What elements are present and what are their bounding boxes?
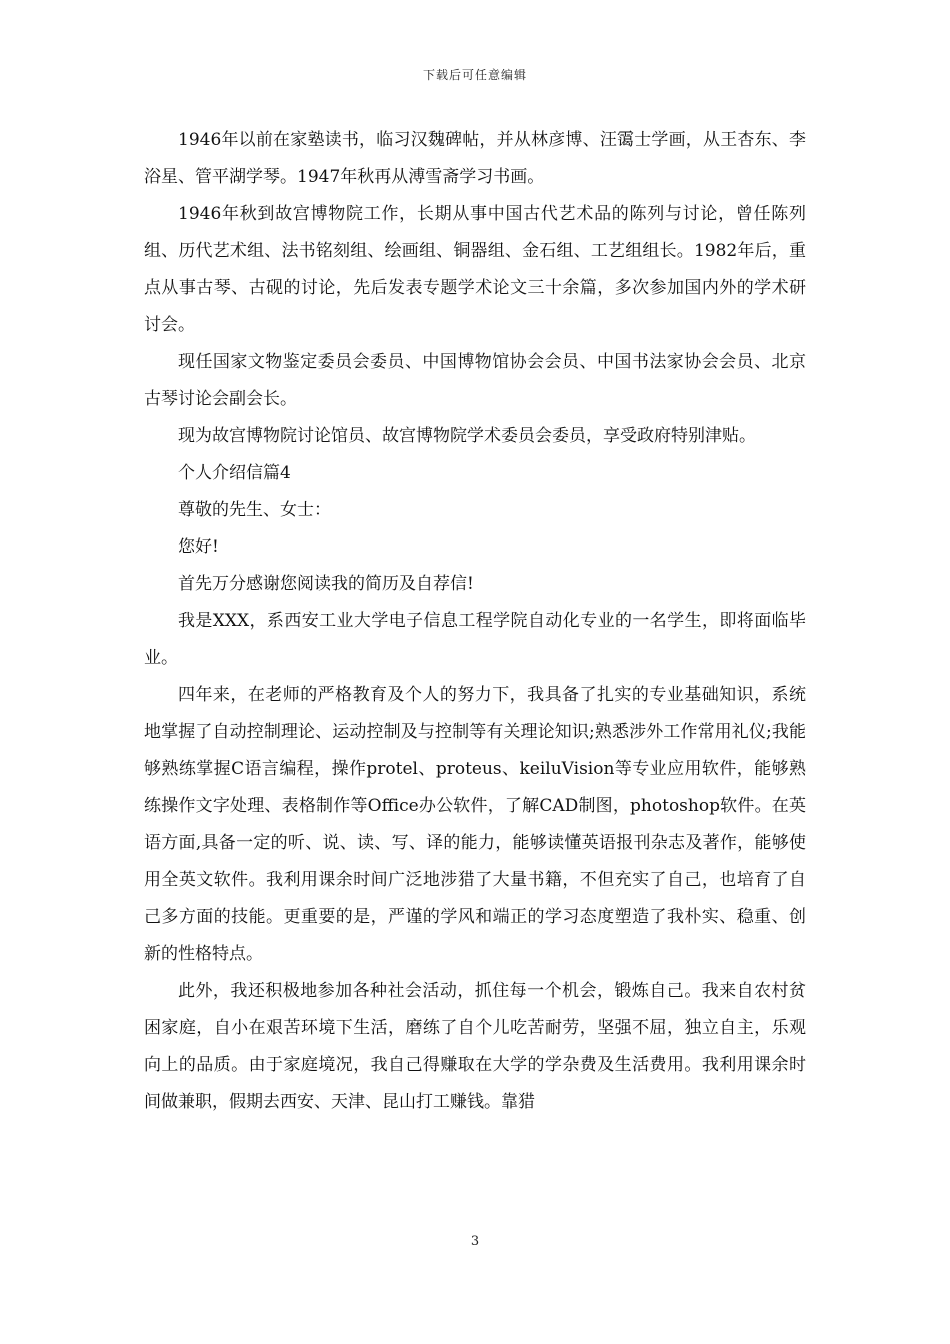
salutation: 尊敬的先生、女士：	[178, 500, 331, 520]
greeting: 您好!	[178, 537, 219, 557]
section-heading: 个人介绍信篇4	[178, 463, 291, 483]
paragraph-intro: 我是XXX，系西安工业大学电子信息工程学院自动化专业的一名学生，即将面临毕业。	[144, 611, 806, 668]
paragraph-skills: 四年来，在老师的严格教育及个人的努力下，我具备了扎实的专业基础知识，系统地掌握了自动控制理论、运动控制及与控制等有关理论知识;熟悉涉外工作常用礼仪;我能够熟练掌握C语言编程，操作protel、proteus、keiluVision等专业应用软件，能够熟练操作文字处理、表格制作等Office办公软件，了解CAD制图，photoshop软件。在英语方面,具备一定的听、说、读、写、译的能力，能够读懂英语报刊杂志及著作，能够使用全英文软件。我利用课余时间广泛地涉猎了大量书籍，不但充实了自己，也培育了自己多方面的技能。更重要的是，严谨的学风和端正的学习态度塑造了我朴实、稳重、创新的性格特点。	[144, 685, 806, 964]
paragraph-thanks: 首先万分感谢您阅读我的简历及自荐信!	[178, 574, 474, 594]
paragraph-2: 1946年秋到故宫博物院工作，长期从事中国古代艺术品的陈列与讨论，曾任陈列组、历代艺术组、法书铭刻组、绘画组、铜器组、金石组、工艺组组长。1982年后，重点从事古琴、古砚的讨论，先后发表专题学术论文三十余篇，多次参加国内外的学术研讨会。	[144, 204, 806, 335]
paragraph-4: 现为故宫博物院讨论馆员、故宫博物院学术委员会委员，享受政府特别津贴。	[178, 426, 756, 446]
paragraph-3: 现任国家文物鉴定委员会委员、中国博物馆协会会员、中国书法家协会会员、北京古琴讨论会副会长。	[144, 352, 806, 409]
document-body	[144, 122, 806, 1121]
paragraph-1: 1946年以前在家塾读书，临习汉魏碑帖，并从林彦博、汪霭士学画，从王杏东、李浴星、管平湖学琴。1947年秋再从溥雪斋学习书画。	[144, 130, 806, 187]
page-number: 3	[470, 1234, 480, 1249]
paragraph-activities: 此外，我还积极地参加各种社会活动，抓住每一个机会，锻炼自己。我来自农村贫困家庭，自小在艰苦环境下生活，磨练了自个儿吃苦耐劳，坚强不屈，独立自主，乐观向上的品质。由于家庭境况，我自己得赚取在大学的学杂费及生活费用。我利用课余时间做兼职，假期去西安、天津、昆山打工赚钱。靠猎	[144, 981, 806, 1112]
page-header: 下载后可任意编辑	[422, 68, 527, 82]
